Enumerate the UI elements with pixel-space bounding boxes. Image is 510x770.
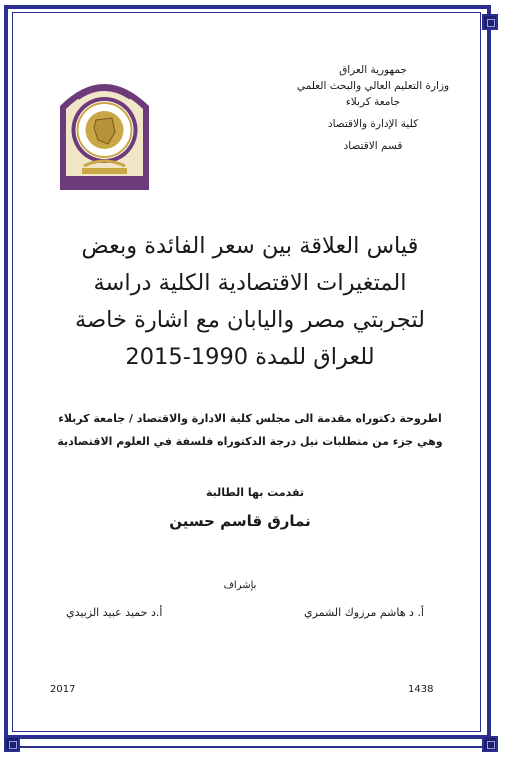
presented-by-label: تقدمت بها الطالبة: [205, 486, 305, 499]
page-border-bottom-shadow: [18, 746, 486, 748]
year-gregorian: 2017: [50, 684, 76, 695]
republic-name: جمهورية العراق: [339, 64, 407, 76]
thesis-title-line: للعراق للمدة 1990-2015: [125, 344, 375, 370]
ministry-name: وزارة التعليم العالي والبحث العلمي: [296, 80, 450, 92]
thesis-title-line: المتغيرات الاقتصادية الكلية دراسة: [93, 270, 407, 296]
supervision-label: بإشراف: [223, 580, 257, 591]
subtitle-line: اطروحة دكتوراه مقدمة الى مجلس كلية الادارة والاقتصاد / جامعة كربلاء: [58, 412, 442, 425]
department-name: قسم الاقتصاد: [343, 140, 403, 152]
thesis-title: [40, 228, 460, 376]
college-name: كلية الإدارة والاقتصاد: [327, 118, 419, 130]
supervisor-2-name: أ.د حميد عبيد الزبيدي: [66, 606, 163, 619]
thesis-title-line: قياس العلاقة بين سعر الفائدة وبعض: [81, 233, 419, 259]
student-name: نمارق قاسم حسين: [169, 512, 311, 530]
thesis-title-line: لتجربتي مصر واليابان مع اشارة خاصة: [75, 307, 425, 333]
institution-block: [288, 62, 458, 154]
border-corner-top-right: [482, 14, 498, 30]
page-border-right-shadow: [489, 28, 491, 736]
supervisor-1-name: أ. د هاشم مرزوك الشمري: [303, 606, 424, 619]
subtitle-line: وهي جزء من متطلبات نيل درجة الدكتوراه فلسفة في العلوم الاقتصادية: [57, 435, 443, 448]
university-logo-icon: [52, 68, 157, 190]
year-hijri: 1438: [408, 684, 434, 695]
border-corner-bottom-right: [482, 736, 498, 752]
thesis-subtitle: [40, 407, 460, 453]
university-name: جامعة كربلاء: [345, 96, 401, 108]
border-corner-bottom-left: [4, 736, 20, 752]
